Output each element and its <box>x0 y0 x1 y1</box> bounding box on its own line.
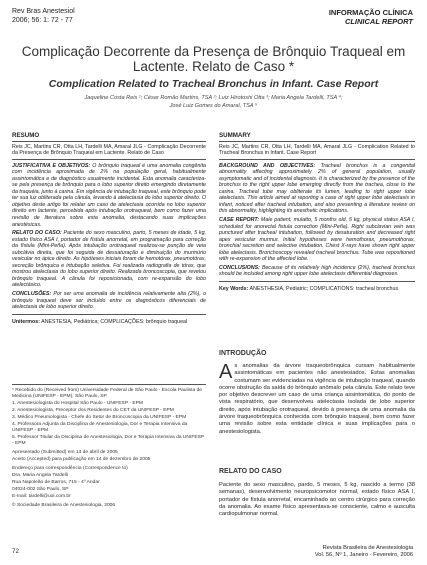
journal-citation: 2006; 56: 1: 72 - 77 <box>12 16 73 24</box>
authors-line-2: José Luiz Gomes do Amaral, TSA ⁵ <box>169 102 258 109</box>
footnote-received: * Recebido do (Received from) Universidade Federal de São Paulo - Escola Paulista de Medicina (UNIFESP - EPM), São Paulo, SP <box>12 388 203 399</box>
footnote-2: 2. Anestesiologista, Preceptor dos Residentes do CET da UNIFESP - EPM <box>12 408 174 413</box>
footnote-corr-name: Dra. Maria Angela Tardelli <box>12 473 68 478</box>
summary-bg-label: BACKGROUND AND OBJECTIVES: <box>219 162 316 169</box>
summary-kw-label: Key Words: <box>219 285 249 292</box>
footnote-rule <box>12 384 206 385</box>
introducao-heading: INTRODUÇÃO <box>219 350 267 357</box>
resumo-case-label: RELATO DO CASO: <box>12 230 62 237</box>
journal-name: Rev Bras Anestesiol <box>12 8 75 15</box>
page-number: 72 <box>12 548 19 555</box>
summary-abstract <box>219 159 415 282</box>
journal-header <box>12 8 75 25</box>
section-header <box>329 8 413 26</box>
footer-issue: Vol. 56, Nº 1, Janeiro - Fevereiro, 2006 <box>314 552 413 558</box>
footnote-corr-street: Rua Napoleão de Barros, 715 - 4º Andar <box>12 480 100 485</box>
summary-concl-text: Because of its relatively high incidence (2%), tracheal bronchus should be included among right upper lobe atelectasis differential diagnoses. <box>219 264 415 278</box>
footnote-1: 1. Anestesiologista do Hospital São Paulo - UNIFESP - EPM <box>12 401 143 406</box>
footnote-correspondence: Endereço para correspondência (Correspondence to) <box>12 466 128 471</box>
footnote-submitted: Apresentado (Submitted) em 13 de abril de 2005 <box>12 450 118 455</box>
author-list <box>20 95 407 111</box>
summary-citation: Reis JC, Martins CR, Otta LH, Tardelli MA, Amaral JLG - Complication Related to Tracheal Bronchus in Infant. Case Report <box>219 143 415 157</box>
resumo-case-text: Paciente do sexo masculino, parto, 5 meses de idade, 5 kg, estado físico ASA I, portador de fístula anorretal, em programação para correção da fístula (Mini-Peña). Após intubação orotraqueal realizou-se punção de veia subclávia direita, que foi seguida de dessaturação e diminuição do murmúrio vesicular no ápice direito. As hipóteses iniciais foram de hemotórax, pneumotórax, secreção brônquica e intubação seletiva. Foi realizada radiografia de tórax, que mostrou atelectasia do lobo superior direito. Realizada broncoscopia, que revelou brônquio traqueal. A cânula foi reposicionada, com re-expansão do lobo atelectásico. <box>12 230 207 289</box>
section-label-pt: INFORMAÇÃO CLÍNICA <box>328 8 413 17</box>
introducao-body <box>219 363 415 436</box>
footnote-3: 3. Médico Pneumologista - Chefe do Setor de Broncoscopia da UNIFESP - EPM <box>12 415 187 420</box>
summary-case-text: Male patient, mulatto, 5 months old, 5 kg, physical status ASA I, scheduled for anorectal fistula correction (Mini-Peña). Right subclavian vein was punctured after tracheal intubation, followed by desaturation and decreased right apex vesicular murmur. Initial hypotheses were hemothorax, pneumothorax, bronchial secretion and selective intubation. Chest X-rays have shown right upper lobe atelectasis. Bronchoscopy revealed tracheal bronchus. Tube was repositioned with re-expansion of the affected lobe. <box>219 217 415 263</box>
authors-line-1: Jaqueline Costa Reis ¹; César Romão Martins, TSA ²; Luiz Hirotoshi Otta ³; Maria Angela Tardelli, TSA ⁴; <box>84 95 343 101</box>
introducao-text: s anomalias da árvore traqueobrônquica cursam habitualmente assintomáticas em pacientes não anestesiados. Estas anomalias costumam ser evidenciadas na vigência de intubação traqueal, quando ocorre obstrução da saída do brônquio anômalo pela cânula. Este relato teve por objetivo descrever um caso de uma criança assintomática, do ponto de vista respiratório, que desenvolveu atelectasia isolada de lobo superior direito, após intubação orotraqueal, devido à presença de uma anomalia da árvore traqueobrônquica conhecida com brônquio traqueal, bem como fazer uma revisão sobre esta entidade clínica e suas implicações para o anestesiologista. <box>219 363 415 435</box>
footnote-corr-email: E-mail: tardelli@uol.com.br <box>12 494 71 499</box>
footnote-5: 5. Professor Titular da Disciplina de Anestesiologia, Dor e Terapia Intensiva da UNIFESP - EPM <box>12 435 205 446</box>
resumo-concl-text: Por ser uma anomalia de incidência relativamente alta (2%), o brônquio traqueal deve ser incluído entre os diagnósticos diferenciais de atelectasia de lobo superior direito. <box>12 291 206 311</box>
footnote-4: 4. Professora Adjunta da Disciplina de Anestesiologia, Dor e Terapia Intensiva da UNIFESP - EPM <box>12 422 188 433</box>
footnotes <box>12 384 206 510</box>
relato-heading: RELATO DO CASO <box>219 468 282 475</box>
resumo-just-text: O brônquio traqueal é uma anomalia congênita com incidência aproximada de 2% na população geral, habitualmente assintomática e de diagnóstico usualmente incidental. Esta anomalia caracteriza-se pela presença de brônquio para o lobo superior direito emergindo diretamente da traquéia, junto à carina. Em vigência de intubação traqueal, este brônquio pode ter sua luz obliterada pela cânula, levando à atelectasia do lobo superior direito. O objetivo deste artigo foi relatar um caso de atelectasia ocorrida no lobo superior direito em lactente, percebida após intubação orotraqueal, bem como fazer uma revisão de literatura sobre esta anomalia, destacando suas implicações anestésicas. <box>12 162 206 228</box>
footnote-accepted: Aceito (Accepted) para publicação em 14 de dezembro de 2005 <box>12 457 151 462</box>
resumo-citation: Reis JC, Martins CR, Otta LH, Tardelli MA, Amaral JLG - Complicação Decorrente da Presença de Brônquio Traqueal em Lactente. Relato de Caso <box>12 143 206 157</box>
resumo-abstract <box>12 159 206 315</box>
resumo-concl-label: CONCLUSÕES: <box>12 291 52 298</box>
introducao-section <box>219 350 415 436</box>
summary-heading: SUMMARY <box>219 133 415 142</box>
summary-kw-text: ANESTHESIA, Pediatric; COMPLICATIONS: tracheal bronchus <box>249 285 399 292</box>
footnote-copyright: © Sociedade Brasileira de Anestesiologia, 2006 <box>12 503 116 508</box>
resumo-heading: RESUMO <box>12 133 206 142</box>
relato-body: Paciente do sexo masculino, pardo, 5 meses, 5 kg, nascido a termo (38 semanas), desenvolvimento neuropsicomotor normal, estado físico ASA I, portador de fístula anorretal, encaminhado ao centro cirúrgico para correção da anomalia. Ao exame físico apresentava-se consciente, calmo e ausculta cardiopulmonar normal. <box>219 482 415 518</box>
resumo-section <box>12 133 206 325</box>
resumo-just-label: JUSTIFICATIVA E OBJETIVOS: <box>12 162 91 169</box>
journal-footer <box>315 545 413 559</box>
resumo-kw-text: ANESTESIA, Pediátrica; COMPLICAÇÕES: brônquio traqueal <box>41 318 188 325</box>
summary-case-label: CASE REPORT: <box>219 217 259 224</box>
resumo-keywords <box>12 319 206 326</box>
section-label-en: CLINICAL REPORT <box>344 17 413 26</box>
summary-keywords <box>219 286 415 293</box>
summary-section <box>219 133 415 292</box>
title-english: Complication Related to Tracheal Bronchus in Infant. Case Report <box>48 78 379 90</box>
title-portuguese: Complicação Decorrente da Presença de Brônquio Traqueal em Lactente. Relato de Caso * <box>21 44 406 74</box>
footer-journal: Revista Brasileira de Anestesiologia <box>322 545 413 551</box>
relato-section <box>219 468 415 518</box>
summary-bg-text: Tracheal bronchus is a congenital abnormality affecting approximately 2% of general population, usually asymptomatic and of incidental diagnosis. It is characterized by the presence of the bronchus to the right upper lobe emerging directly from the trachea, close to the carina. Tracheal tube may obliterate its lumen, leading to right upper lobe atelectasis. This article aimed at reporting a case of right upper lobe atelectasis in infant, noticed after tracheal intubation, and also presenting a literature review on this abnormality, highlighting its anesthetic implications. <box>219 162 415 215</box>
introducao-dropcap: A <box>219 361 233 383</box>
summary-concl-label: CONCLUSIONS: <box>219 264 260 271</box>
resumo-kw-label: Unitermos: <box>12 318 40 325</box>
footnote-corr-city: 04024-002 São Paulo, SP <box>12 487 69 492</box>
